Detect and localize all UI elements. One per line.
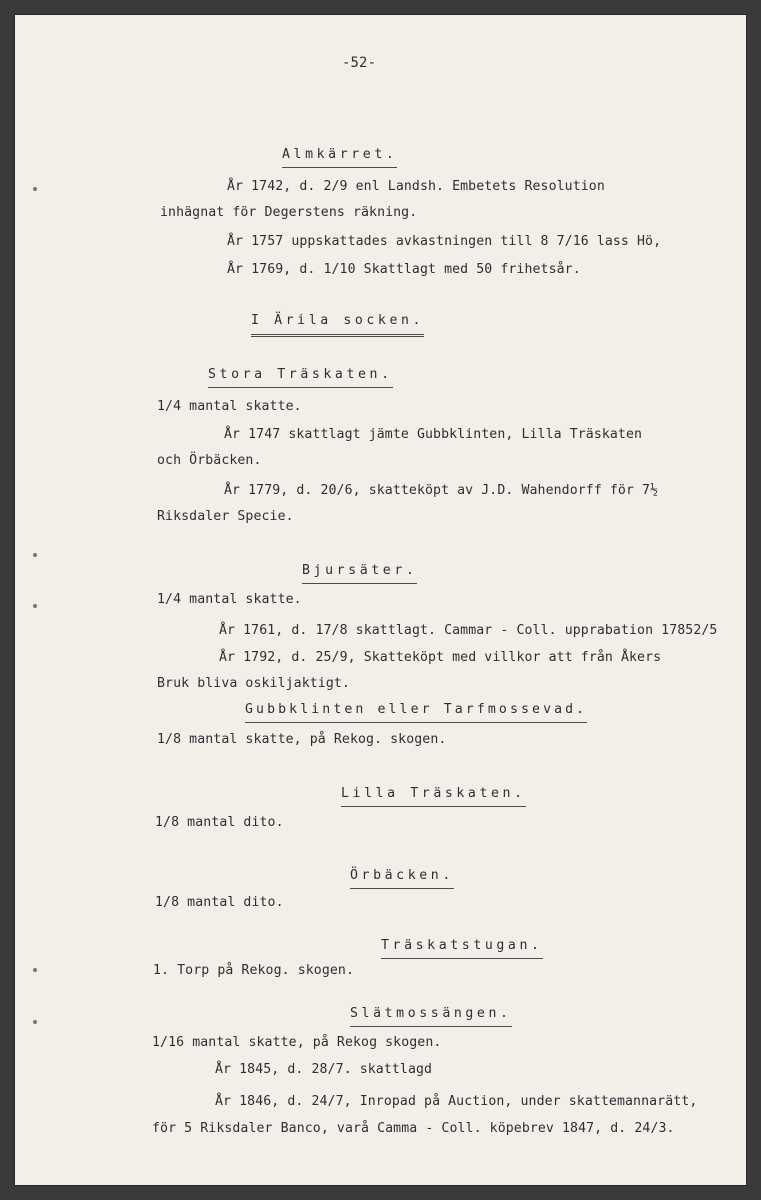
text-line: Riksdaler Specie. [157,509,294,524]
heading-almkarret: Almkärret. [282,147,397,168]
text-line: 1/16 mantal skatte, på Rekog skogen. [152,1035,442,1050]
text-line: och Örbäcken. [157,453,262,468]
text-line: År 1742, d. 2/9 enl Landsh. Embetets Resolution [227,179,605,194]
heading-bjursater: Bjursäter. [302,563,417,584]
heading-orbacken: Örbäcken. [350,868,454,889]
text-line: Bruk bliva oskiljaktigt. [157,676,350,691]
margin-mark [33,968,37,972]
heading-lilla-traskaten: Lilla Träskaten. [341,786,526,807]
text-line: för 5 Riksdaler Banco, varå Camma - Coll. köpebrev 1847, d. 24/3. [152,1121,675,1136]
heading-traskatstugan: Träskatstugan. [381,938,543,959]
text-line: År 1845, d. 28/7. skattlagd [215,1062,433,1077]
text-line: År 1769, d. 1/10 Skattlagt med 50 frihetsår. [227,262,581,277]
heading-arila-socken: I Ärila socken. [251,313,424,337]
text-line: 1. Torp på Rekog. skogen. [153,963,354,978]
margin-mark [33,604,37,608]
margin-mark [33,553,37,557]
text-line: 1/4 mantal skatte. [157,592,302,607]
text-line: 1/4 mantal skatte. [157,399,302,414]
margin-mark [33,187,37,191]
heading-stora-traskaten: Stora Träskaten. [208,367,393,388]
text-line: År 1779, d. 20/6, skatteköpt av J.D. Wahendorff för 7½ [224,483,659,498]
text-line: År 1757 uppskattades avkastningen till 8 7/16 lass Hö, [227,234,662,249]
heading-slatmossangen: Slätmossängen. [350,1006,512,1027]
text-line: År 1747 skattlagt jämte Gubbklinten, Lilla Träskaten [224,427,643,442]
heading-gubbklinten: Gubbklinten eller Tarfmossevad. [245,702,587,723]
text-line: inhägnat för Degerstens räkning. [160,205,418,220]
text-line: År 1761, d. 17/8 skattlagt. Cammar - Coll. upprabation 17852/5 [219,623,718,638]
page-number: -52- [342,55,377,71]
margin-mark [33,1020,37,1024]
text-line: År 1846, d. 24/7, Inropad på Auction, under skattemannarätt, [215,1094,698,1109]
text-line: 1/8 mantal dito. [155,895,284,910]
text-line: 1/8 mantal skatte, på Rekog. skogen. [157,732,447,747]
text-line: År 1792, d. 25/9, Skatteköpt med villkor att från Åkers [219,650,662,665]
text-line: 1/8 mantal dito. [155,815,284,830]
